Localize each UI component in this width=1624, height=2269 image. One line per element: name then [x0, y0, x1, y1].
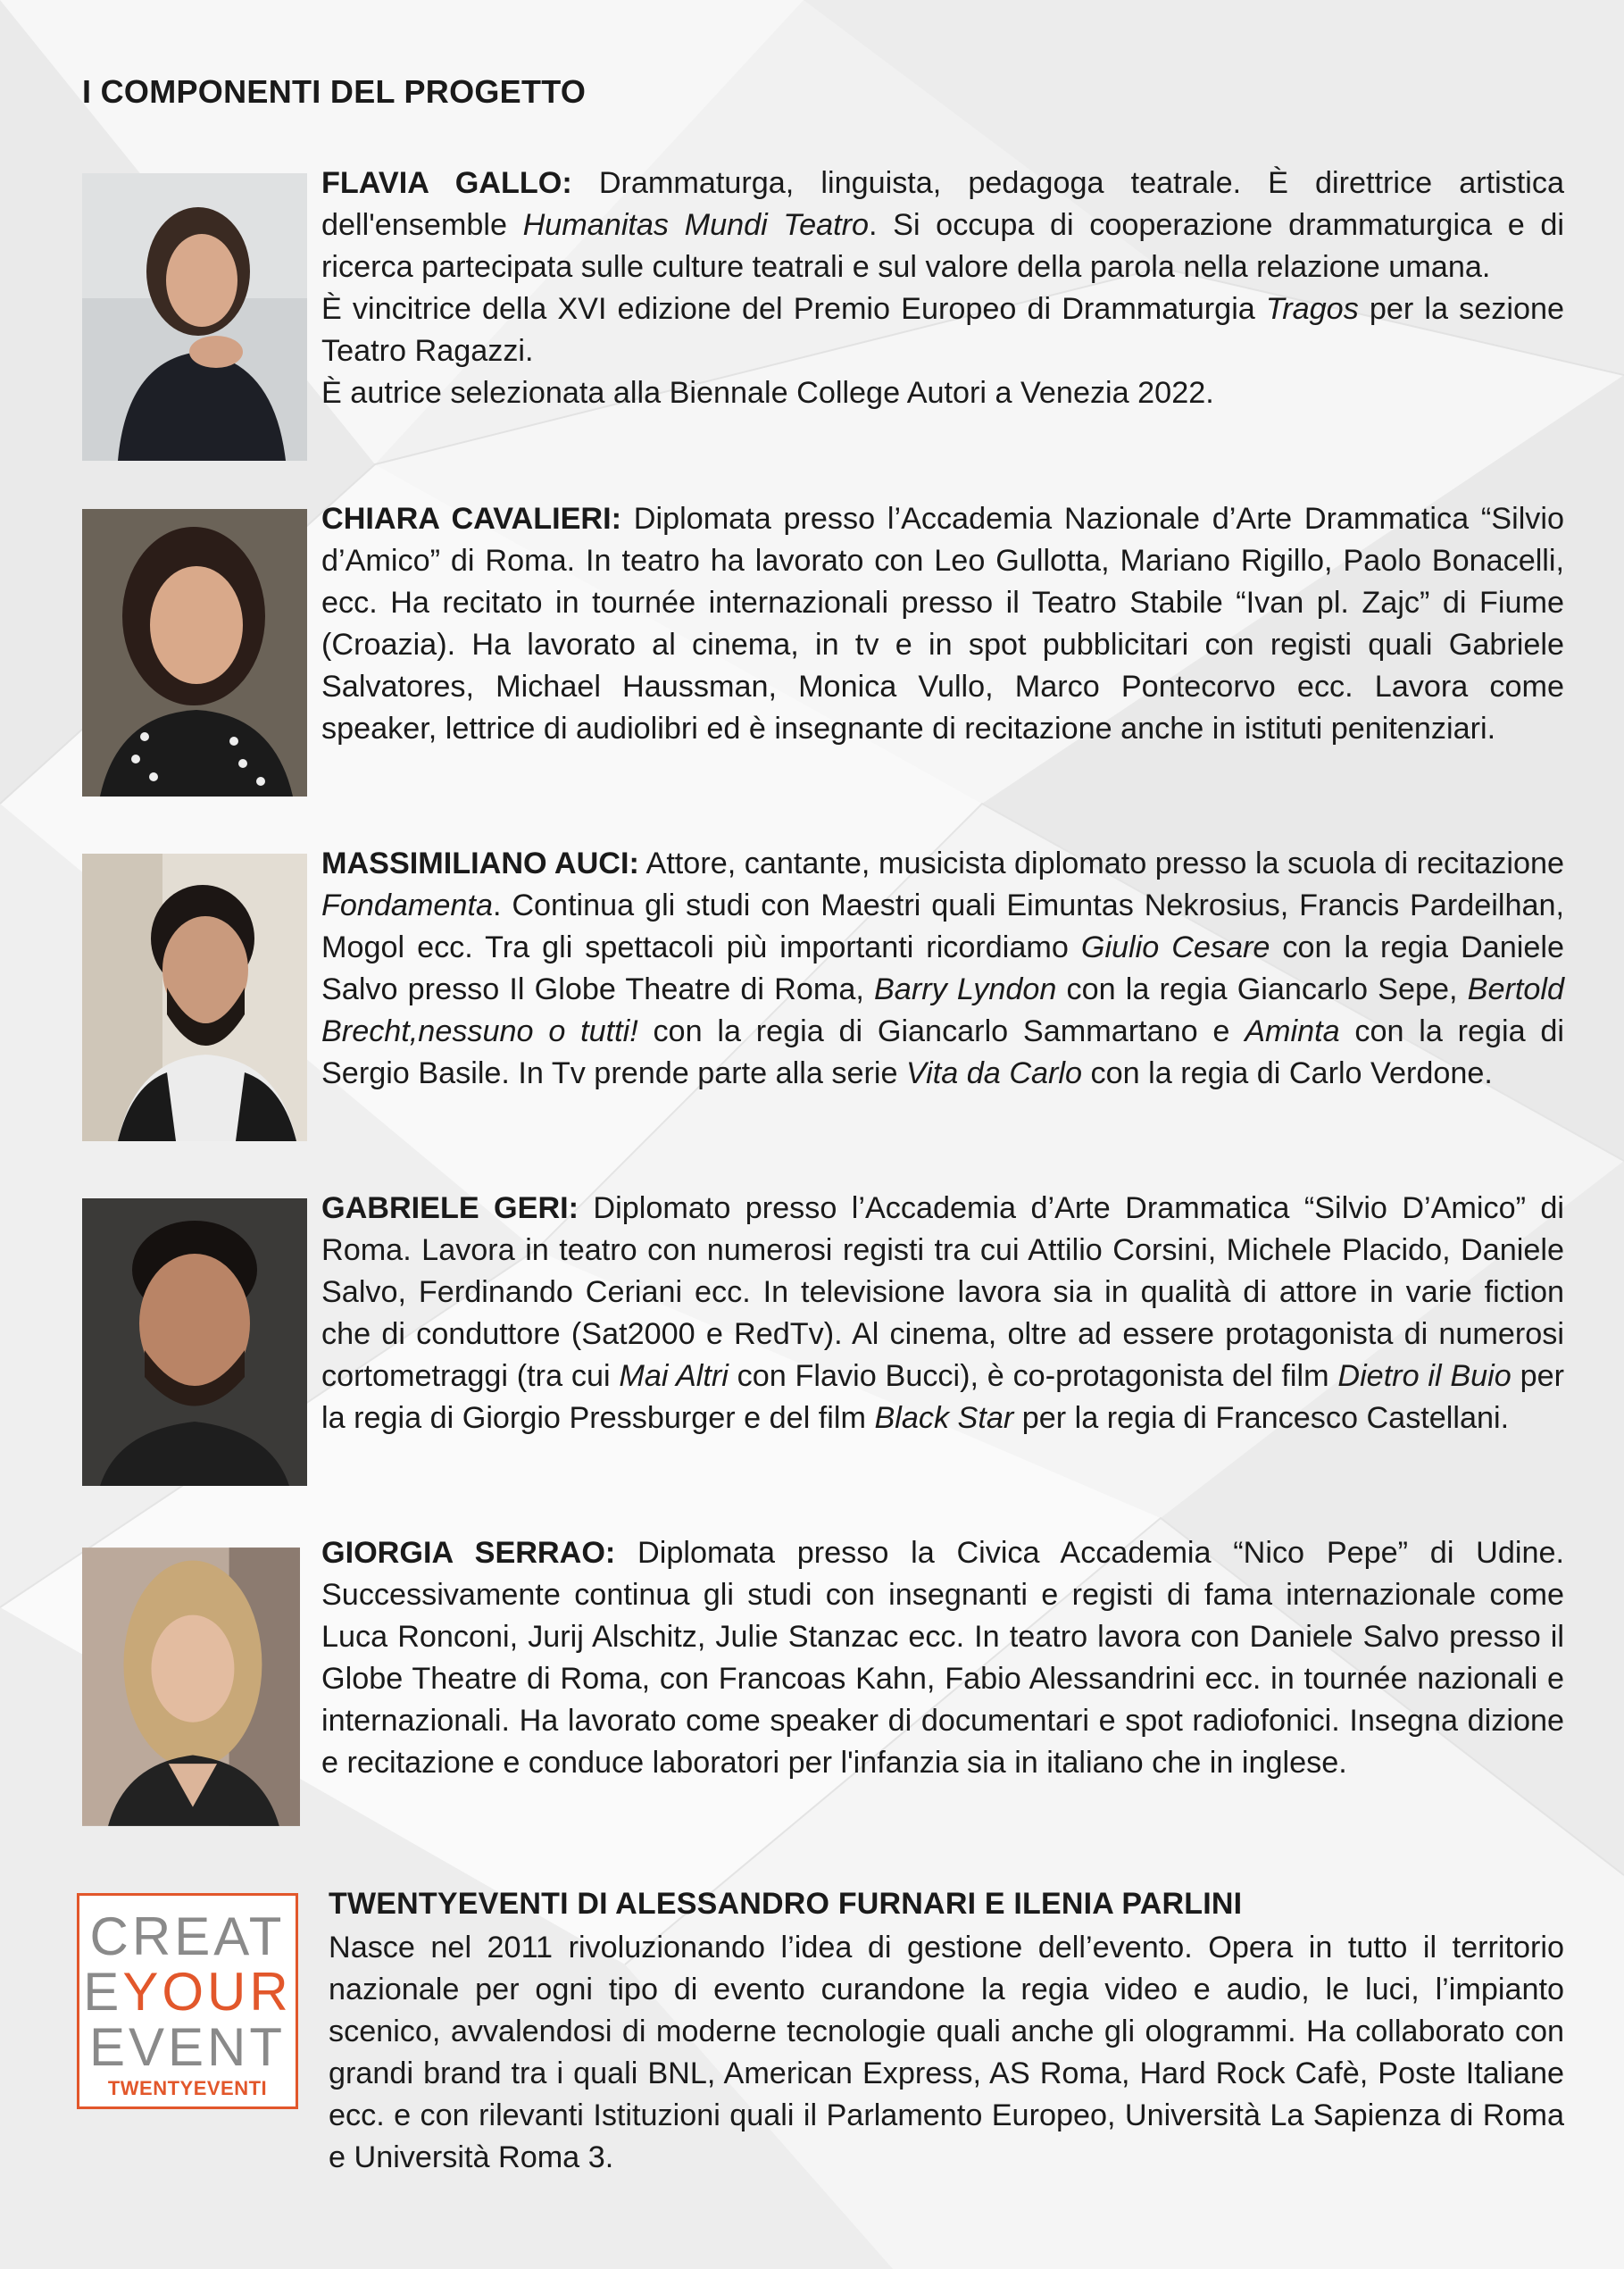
bio-gabriele-geri: [321, 1188, 1564, 1439]
logo-line-your: [79, 1962, 296, 2022]
bio-giorgia-serrao: [321, 1532, 1564, 1784]
bio-italic: Vita da Carlo: [906, 1056, 1083, 1090]
photo-chiara-cavalieri: [82, 509, 307, 797]
company-title: TWENTYEVENTI DI ALESSANDRO FURNARI E ILENIA PARLINI: [329, 1887, 1243, 1921]
bio-italic: Giulio Cesare: [1080, 930, 1270, 964]
photo-gabriele-geri: [82, 1198, 307, 1486]
bio-text: per la sezione Teatro Ragazzi.: [321, 292, 1564, 368]
bio-italic: Black Star: [874, 1401, 1014, 1435]
bio-italic: Aminta: [1245, 1014, 1340, 1048]
bio-italic: Fondamenta: [321, 888, 493, 922]
logo-line-create: CREAT: [89, 1906, 286, 1966]
member-name: FLAVIA GALLO:: [321, 166, 572, 200]
bio-italic: Tragos: [1265, 292, 1359, 326]
bio-italic: Mai Altri: [619, 1359, 729, 1393]
logo-letter-e: E: [83, 1962, 123, 2022]
member-name: CHIARA CAVALIERI:: [321, 502, 622, 536]
bio-text: Attore, cantante, musicista diplomato presso la scuola di recitazione: [638, 847, 1564, 880]
bio-text: con la regia di Sergio Basile. In Tv prende parte alla serie: [321, 1014, 1564, 1090]
logo-line-event: EVENT: [88, 2017, 287, 2077]
bio-text: con la regia Daniele Salvo presso Il Globe Theatre di Roma,: [321, 930, 1564, 1006]
member-name: GABRIELE GERI:: [321, 1191, 579, 1225]
company-section: [329, 1884, 1564, 2179]
bio-text: . Si occupa di cooperazione drammaturgica e di ricerca partecipata sulle culture teatrali e sul valore della parola nella relazione umana.: [321, 208, 1565, 284]
bio-text: È autrice selezionata alla Biennale College Autori a Venezia 2022.: [321, 376, 1214, 410]
bio-text: . Continua gli studi con Maestri quali Eimuntas Nekrosius, Francis Pardeilhan, Mogol ecc. Tra gli spettacoli più importanti ricordiamo: [321, 888, 1564, 964]
bio-text: con la regia di Giancarlo Sammartano e: [637, 1014, 1245, 1048]
photo-flavia-gallo: [82, 173, 307, 461]
page-title: I COMPONENTI DEL PROGETTO: [82, 73, 587, 110]
bio-text: Diplomato presso l’Accademia d’Arte Drammatica “Silvio D’Amico” di Roma. Lavora in teatro con numerosi registi tra cui Attilio Corsini, Michele Placido, Daniele Salvo, Ferdinando Ceriani ecc. In televisione lavora sia in qualità di attore in varie fiction che di conduttore (Sat2000 e RedTv). Al cinema, oltre ad essere protagonista di numerosi cortometraggi (tra cui: [321, 1191, 1564, 1393]
member-name: MASSIMILIANO AUCI:: [321, 847, 639, 880]
photo-massimiliano-auci: [82, 854, 307, 1141]
bio-italic: Bertold Brecht,nessuno o tutti!: [321, 972, 1564, 1048]
photo-giorgia-serrao: [82, 1543, 307, 1831]
logo-word-your: YOUR: [122, 1962, 292, 2022]
bio-italic: Barry Lyndon: [874, 972, 1057, 1006]
bio-text: con la regia di Carlo Verdone.: [1082, 1056, 1493, 1090]
bio-chiara-cavalieri: [321, 498, 1564, 750]
create-your-event-logo: [77, 1893, 298, 2109]
bio-flavia-gallo: [321, 163, 1564, 414]
bio-italic: Humanitas Mundi Teatro: [522, 208, 870, 242]
bio-text: con Flavio Bucci), è co-protagonista del film: [728, 1359, 1338, 1393]
bio-italic: Dietro il Buio: [1337, 1359, 1512, 1393]
member-name: GIORGIA SERRAO:: [321, 1536, 616, 1570]
bio-massimiliano-auci: [321, 843, 1564, 1095]
bio-text: Diplomata presso l’Accademia Nazionale d’Arte Drammatica “Silvio d’Amico” di Roma. In teatro ha lavorato con Leo Gullotta, Mariano Rigillo, Paolo Bonacelli, ecc. Ha recitato in tournée internazionali presso il Teatro Stabile “Ivan pl. Zajc” di Fiume (Croazia). Ha lavorato al cinema, in tv e in spot pubblicitari con registi quali Gabriele Salvatores, Michael Haussman, Monica Vullo, Marco Pontecorvo ecc. Lavora come speaker, lettrice di audiolibri ed è insegnante di recitazione anche in istituti penitenziari.: [321, 502, 1564, 746]
bio-text: Drammaturga, linguista, pedagoga teatrale. È direttrice artistica dell'ensemble: [321, 166, 1564, 242]
bio-text: È vincitrice della XVI edizione del Premio Europeo di Drammaturgia: [321, 292, 1266, 326]
bio-text: con la regia Giancarlo Sepe,: [1056, 972, 1468, 1006]
bio-text: per la regia di Francesco Castellani.: [1013, 1401, 1510, 1435]
bio-text: per la regia di Giorgio Pressburger e del film: [321, 1359, 1564, 1435]
bio-text: Diplomata presso la Civica Accademia “Nico Pepe” di Udine. Successivamente continua gli studi con insegnanti e registi di fama internazionale come Luca Ronconi, Jurij Alschitz, Julie Stanzac ecc. In teatro lavora con Daniele Salvo presso il Globe Theatre di Roma, con Francoas Kahn, Fabio Alessandrini ecc. in tournée nazionali e internazionali. Ha lavorato come speaker di documentari e spot radiofonici. Insegna dizione e recitazione e conduce laboratori per l'infanzia sia in italiano che in inglese.: [321, 1536, 1564, 1780]
logo-brand-name: TWENTYEVENTI: [107, 2077, 268, 2099]
company-description: Nasce nel 2011 rivoluzionando l’idea di gestione dell’evento. Opera in tutto il territorio nazionale per ogni tipo di evento curandone la regia video e audio, le luci, l’impianto scenico, avvalendosi di moderne tecnologie quali anche gli ologrammi. Ha collaborato con grandi brand tra i quali BNL, American Express, AS Roma, Hard Rock Cafè, Poste Italiane ecc. e con rilevanti Istituzioni quali il Parlamento Europeo, Università La Sapienza di Roma e Università Roma 3.: [329, 1931, 1564, 2174]
